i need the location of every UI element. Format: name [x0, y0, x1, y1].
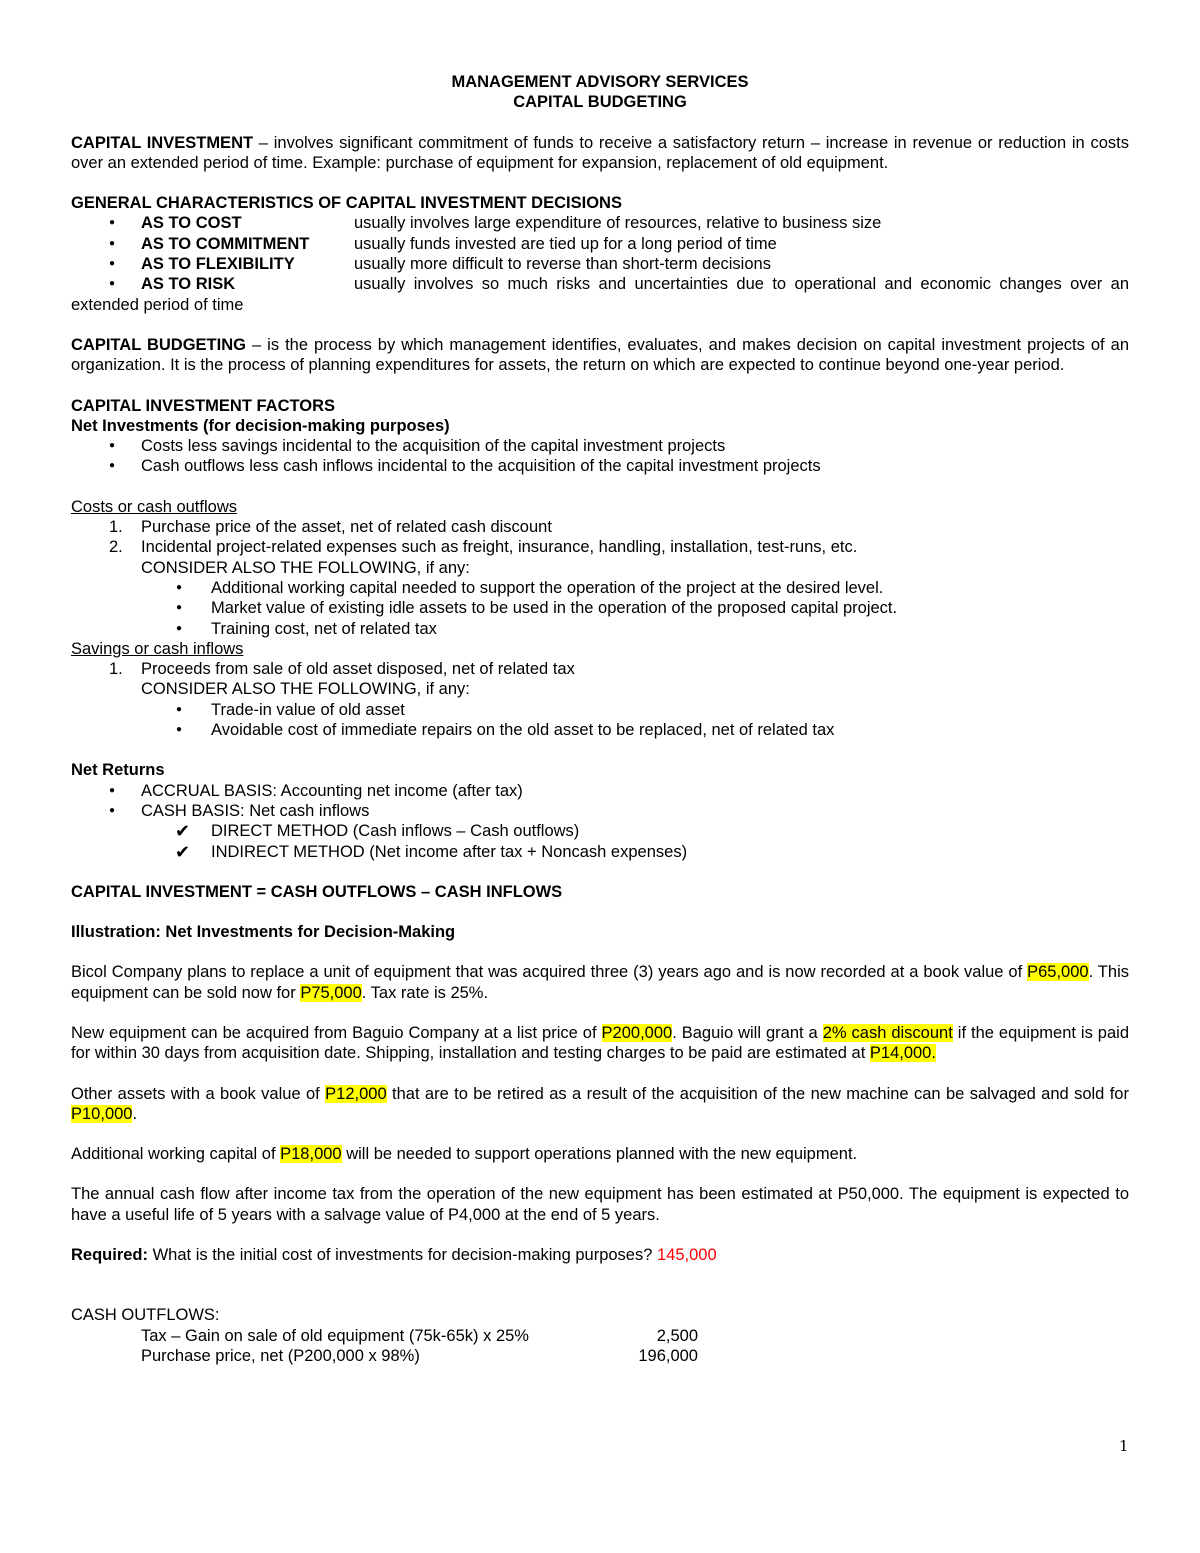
required-answer: 145,000	[657, 1246, 717, 1265]
characteristic-desc: usually more difficult to reverse than short-term decisions	[354, 255, 771, 274]
text-run: if the equipment is paid for within 30 days from acquisition date. Shipping, installation and testing charges to be paid are estimated at	[71, 1023, 1130, 1063]
list-text: INDIRECT METHOD (Net income after tax + Noncash expenses)	[211, 842, 688, 861]
highlighted-value: P200,000	[601, 1023, 673, 1042]
highlighted-value: P14,000.	[869, 1044, 936, 1063]
list-item: ● Training cost, net of related tax	[71, 619, 1129, 639]
list-item: ● ACCRUAL BASIS: Accounting net income (after tax)	[71, 781, 1129, 801]
text-run: Other assets with a book value of	[71, 1084, 326, 1103]
consider-label: CONSIDER ALSO THE FOLLOWING, if any:	[141, 558, 470, 577]
illustration-paragraph	[71, 1023, 1129, 1064]
illustration-paragraph	[71, 1084, 1129, 1125]
highlighted-value: 2% cash discount	[822, 1023, 953, 1042]
characteristic-desc: usually involves large expenditure of resources, relative to business size	[354, 214, 882, 233]
list-item: ● CASH BASIS: Net cash inflows	[71, 801, 1129, 821]
check-icon: ✔	[175, 841, 191, 862]
check-icon: ✔	[175, 821, 191, 842]
document-content	[71, 72, 1129, 1366]
list-text: Purchase price of the asset, net of related cash discount	[141, 518, 552, 537]
list-number: 2.	[109, 538, 123, 557]
text-run: Additional working capital of	[71, 1145, 281, 1164]
highlighted-value: P18,000	[280, 1145, 342, 1164]
title-line-2: CAPITAL BUDGETING	[513, 93, 687, 112]
capital-investment-definition	[71, 133, 1129, 174]
highlighted-value: P75,000	[300, 983, 362, 1002]
illustration-paragraph	[71, 962, 1129, 1003]
list-text: DIRECT METHOD (Cash inflows – Cash outflows)	[211, 822, 580, 841]
characteristic-item	[71, 254, 1129, 274]
illustration-paragraph	[71, 1144, 1129, 1164]
list-item: ● Market value of existing idle assets to be used in the operation of the proposed capital project.	[71, 598, 1129, 618]
cash-outflow-label: Purchase price, net (P200,000 x 98%)	[141, 1346, 420, 1365]
cash-outflows-heading: CASH OUTFLOWS:	[71, 1306, 220, 1325]
characteristic-desc-continued: extended period of time	[71, 295, 244, 314]
characteristic-desc: usually involves so much risks and uncertainties due to operational and economic changes over an	[354, 275, 1129, 294]
text-run: .	[132, 1104, 138, 1123]
list-text: Incidental project-related expenses such as freight, insurance, handling, installation, test-runs, etc.	[141, 538, 858, 557]
costs-heading: Costs or cash outflows	[71, 497, 237, 516]
list-item	[71, 842, 1129, 862]
list-item: ● Avoidable cost of immediate repairs on the old asset to be replaced, net of related tax	[71, 720, 1129, 740]
characteristic-label: ● AS TO COMMITMENT	[141, 234, 310, 253]
cash-outflow-line	[71, 1326, 1129, 1346]
list-item: ● Costs less savings incidental to the acquisition of the capital investment projects	[71, 436, 1129, 456]
required-text: What is the initial cost of investments for decision-making purposes?	[148, 1246, 657, 1265]
title-line-1: MANAGEMENT ADVISORY SERVICES	[451, 73, 749, 91]
list-item: ● Additional working capital needed to support the operation of the project at the desired level.	[71, 578, 1129, 598]
text-run: . This equipment can be sold now for	[71, 963, 1129, 1002]
list-item	[71, 537, 1129, 557]
net-returns-heading: Net Returns	[71, 761, 165, 780]
characteristics-heading: GENERAL CHARACTERISTICS OF CAPITAL INVESTMENT DECISIONS	[71, 194, 622, 213]
list-item	[71, 517, 1129, 537]
required-label: Required:	[71, 1246, 149, 1265]
capital-budgeting-text: – is the process by which management identifies, evaluates, and makes decision on capital investment projects of an organization. It is the process of planning expenditures for assets, the return on which are expected to continue beyond one-year period.	[71, 335, 1129, 375]
savings-heading: Savings or cash inflows	[71, 639, 244, 658]
cash-outflow-label: Tax – Gain on sale of old equipment (75k-65k) x 25%	[141, 1326, 529, 1345]
capital-budgeting-term: CAPITAL BUDGETING	[71, 335, 246, 354]
cash-outflow-amount: 196,000	[638, 1346, 698, 1365]
illustration-paragraph: The annual cash flow after income tax from the operation of the new equipment has been estimated at P50,000. The equipment is expected to have a useful life of 5 years with a salvage value of P4,000 at the end of 5 years.	[71, 1185, 1129, 1224]
characteristic-label: ● AS TO RISK	[141, 275, 236, 294]
characteristic-label: ● AS TO FLEXIBILITY	[141, 255, 295, 274]
page-number: 1	[1119, 1437, 1129, 1455]
text-run: New equipment can be acquired from Baguio Company at a list price of	[71, 1023, 602, 1042]
consider-label: CONSIDER ALSO THE FOLLOWING, if any:	[141, 680, 470, 699]
highlighted-value: P65,000	[1027, 963, 1089, 982]
list-item	[71, 659, 1129, 679]
list-item: ● Cash outflows less cash inflows incidental to the acquisition of the capital investment projects	[71, 456, 1129, 476]
text-run: . Tax rate is 25%.	[361, 983, 489, 1002]
required-question	[71, 1245, 1129, 1265]
capital-investment-formula: CAPITAL INVESTMENT = CASH OUTFLOWS – CASH INFLOWS	[71, 882, 563, 901]
highlighted-value: P10,000	[71, 1104, 133, 1123]
text-run: that are to be retired as a result of the acquisition of the new machine can be salvaged and sold for	[386, 1084, 1129, 1103]
document-title	[71, 72, 1129, 113]
capital-budgeting-definition	[71, 335, 1129, 376]
capital-investment-text: – involves significant commitment of funds to receive a satisfactory return – increase in revenue or reduction in costs over an extended period of time. Example: purchase of equipment for expansion, replacement of old equipment.	[71, 133, 1129, 172]
characteristic-item	[71, 213, 1129, 233]
text-run: . Baguio will grant a	[672, 1023, 823, 1042]
list-item	[71, 821, 1129, 841]
cash-outflow-line	[71, 1346, 1129, 1366]
cash-outflow-amount: 2,500	[656, 1326, 698, 1345]
characteristic-item	[71, 274, 1129, 294]
illustration-heading: Illustration: Net Investments for Decision-Making	[71, 923, 456, 942]
list-number: 1.	[109, 660, 123, 679]
list-item: ● Trade-in value of old asset	[71, 700, 1129, 720]
net-investments-heading: Net Investments (for decision-making purposes)	[71, 416, 450, 435]
list-number: 1.	[109, 518, 123, 537]
capital-investment-term: CAPITAL INVESTMENT	[71, 133, 254, 152]
text-run: will be needed to support operations planned with the new equipment.	[341, 1145, 858, 1164]
characteristic-item	[71, 234, 1129, 254]
highlighted-value: P12,000	[325, 1084, 387, 1103]
factors-heading: CAPITAL INVESTMENT FACTORS	[71, 396, 336, 415]
characteristic-desc: usually funds invested are tied up for a long period of time	[354, 234, 777, 253]
list-text: Proceeds from sale of old asset disposed, net of related tax	[141, 660, 575, 679]
text-run: Bicol Company plans to replace a unit of equipment that was acquired three (3) years ago and is now recorded at a book value of	[71, 963, 1028, 982]
characteristic-label: ● AS TO COST	[141, 214, 242, 233]
